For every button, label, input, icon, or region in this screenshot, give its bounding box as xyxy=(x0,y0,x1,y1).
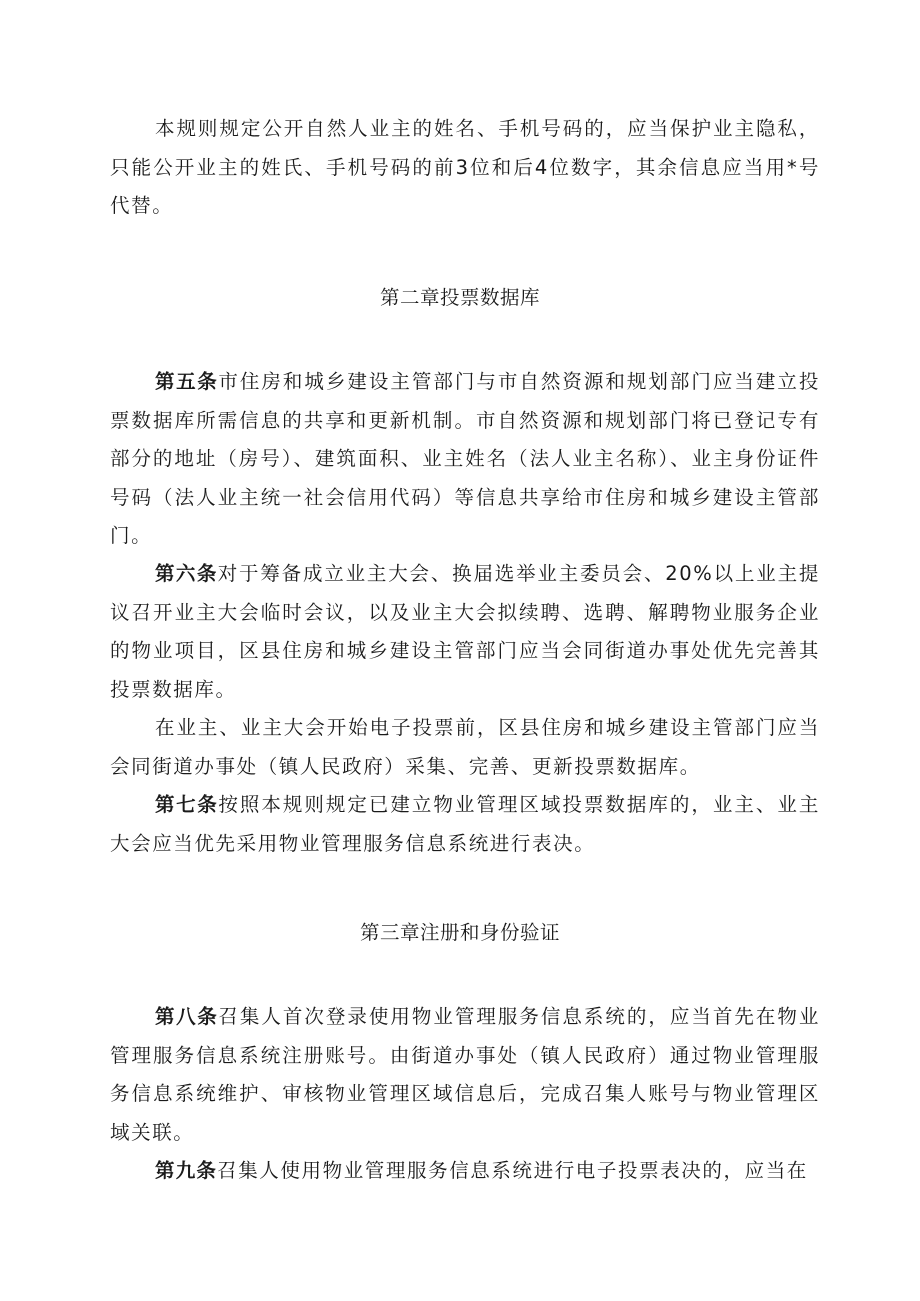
article-7-text: 按照本规则规定已建立物业管理区域投票数据库的，业主、业主大会应当优先采用物业管理服务信息系统进行表决。 xyxy=(110,793,820,855)
article-6-label: 第六条 xyxy=(155,562,218,585)
article-6 xyxy=(110,555,820,709)
article-7 xyxy=(110,786,820,863)
article-5 xyxy=(110,363,820,556)
article-9-text: 召集人使用物业管理服务信息系统进行电子投票表决的，应当在 xyxy=(217,1159,808,1182)
article-9 xyxy=(110,1152,820,1191)
chapter-2-title: 第二章投票数据库 xyxy=(379,286,540,309)
article-6-text: 对于筹备成立业主大会、换届选举业主委员会、20%以上业主提议召开业主大会临时会议，以及业主大会拟续聘、选聘、解聘物业服务企业的物业项目，区县住房和城乡建设主管部门应当会同街道办事处优先完善其投票数据库。 xyxy=(110,562,820,701)
article-5-label: 第五条 xyxy=(155,370,219,393)
article-8-label: 第八条 xyxy=(155,1005,219,1028)
article-6-paragraph-2: 在业主、业主大会开始电子投票前，区县住房和城乡建设主管部门应当会同街道办事处（镇人民政府）采集、完善、更新投票数据库。 xyxy=(110,716,820,778)
chapter-3-title: 第三章注册和身份验证 xyxy=(359,921,560,944)
article-7-label: 第七条 xyxy=(155,793,219,816)
article-8-text: 召集人首次登录使用物业管理服务信息系统的，应当首先在物业管理服务信息系统注册账号。由街道办事处（镇人民政府）通过物业管理服务信息系统维护、审核物业管理区域信息后，完成召集人账号与物业管理区域关联。 xyxy=(110,1005,820,1144)
article-8 xyxy=(110,998,820,1152)
intro-paragraph: 本规则规定公开自然人业主的姓名、手机号码的，应当保护业主隐私，只能公开业主的姓氏、手机号码的前3位和后4位数字，其余信息应当用*号代替。 xyxy=(110,117,820,217)
article-5-text: 市住房和城乡建设主管部门与市自然资源和规划部门应当建立投票数据库所需信息的共享和更新机制。市自然资源和规划部门将已登记专有部分的地址（房号）、建筑面积、业主姓名（法人业主名称）、业主身份证件号码（法人业主统一社会信用代码）等信息共享给市住房和城乡建设主管部门。 xyxy=(110,370,820,547)
article-9-label: 第九条 xyxy=(155,1159,218,1182)
